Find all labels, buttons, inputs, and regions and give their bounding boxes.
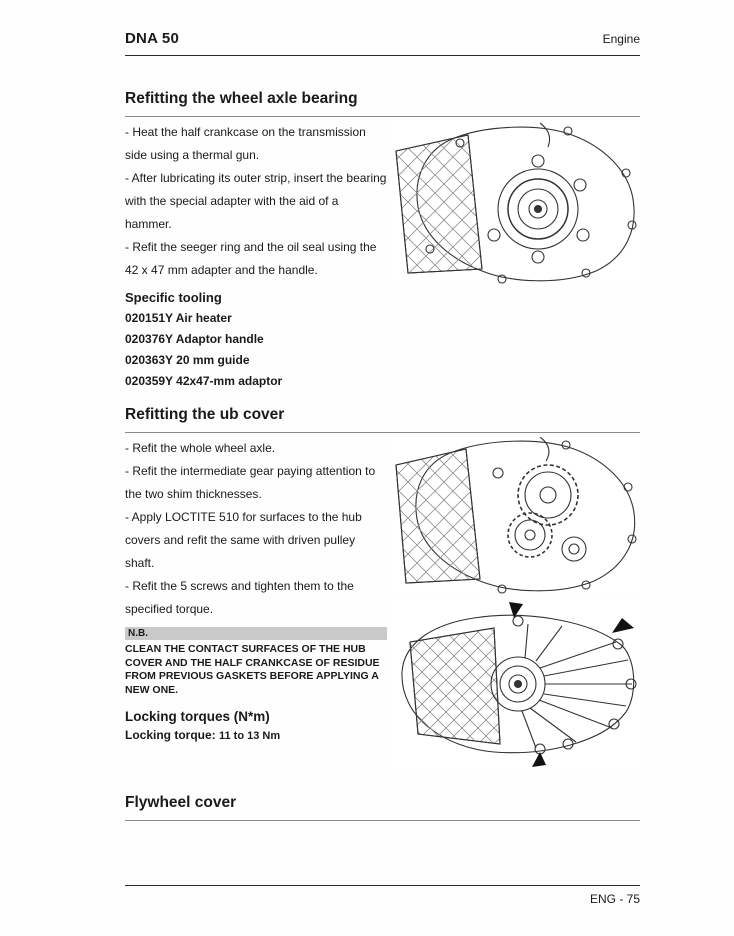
paragraph: - Refit the whole wheel axle.: [125, 441, 276, 455]
tooling-title: Specific tooling: [125, 290, 222, 305]
footer-rule: [125, 885, 640, 886]
model-title: DNA 50: [125, 30, 179, 47]
torque-spec: [125, 728, 387, 742]
figure-column: [390, 437, 640, 768]
section-body: [125, 121, 640, 392]
page-number: ENG - 75: [589, 892, 640, 906]
section-rule: [125, 432, 640, 433]
paragraph: - After lubricating its outer strip, insert the bearing with the special adapter with the aid of a hammer.: [125, 171, 387, 231]
header-section-label: Engine: [602, 32, 640, 46]
text-column: [125, 121, 387, 392]
paragraph: - Apply LOCTITE 510 for surfaces to the hub covers and refit the same with driven pulley shaft.: [125, 510, 362, 570]
page-footer: [125, 885, 640, 906]
paragraph: - Refit the intermediate gear paying attention to the two shim thicknesses.: [125, 464, 376, 501]
locking-torques-title: Locking torques (N*m): [125, 709, 270, 724]
tooling-item: 020151Y Air heater: [125, 311, 232, 325]
section-title: Refitting the ub cover: [125, 406, 285, 423]
crankcase-gears-drawing: [390, 437, 640, 594]
header-rule: [125, 55, 640, 56]
figure-column: [390, 121, 640, 392]
torque-value: 11 to 13 Nm: [219, 730, 281, 742]
hub-cover-figure: [390, 600, 640, 768]
tooling-item: 020363Y 20 mm guide: [125, 353, 250, 367]
section-hub-cover: [125, 406, 640, 768]
paragraph: - Refit the 5 screws and tighten them to the specified torque.: [125, 579, 354, 616]
section-rule: [125, 116, 640, 117]
page-header: [125, 30, 640, 47]
tooling-item: 020376Y Adaptor handle: [125, 332, 264, 346]
section-title: Flywheel cover: [125, 794, 237, 811]
tooling-item: 020359Y 42x47-mm adaptor: [125, 374, 283, 388]
section-title: Refitting the wheel axle bearing: [125, 90, 358, 107]
section-wheel-axle-bearing: [125, 90, 640, 392]
section-rule: [125, 820, 640, 821]
note-text: CLEAN THE CONTACT SURFACES OF THE HUB COVER AND THE HALF CRANKCASE OF RESIDUE FROM PREVIOUS GASKETS BEFORE APPLYING A NEW ONE.: [125, 643, 380, 696]
section-flywheel-cover: [125, 794, 640, 821]
paragraph: - Heat the half crankcase on the transmission side using a thermal gun.: [125, 125, 366, 162]
crankcase-bearing-drawing: [390, 121, 640, 286]
torque-label: Locking torque:: [125, 728, 219, 742]
hub-cover-drawing: [390, 600, 640, 768]
text-column: [125, 437, 387, 768]
note-label: N.B.: [125, 627, 387, 640]
crankcase-gears-figure: [390, 437, 640, 594]
section-body: [125, 437, 640, 768]
paragraph: - Refit the seeger ring and the oil seal using the 42 x 47 mm adapter and the handle.: [125, 240, 377, 277]
crankcase-bearing-figure: [390, 121, 640, 286]
